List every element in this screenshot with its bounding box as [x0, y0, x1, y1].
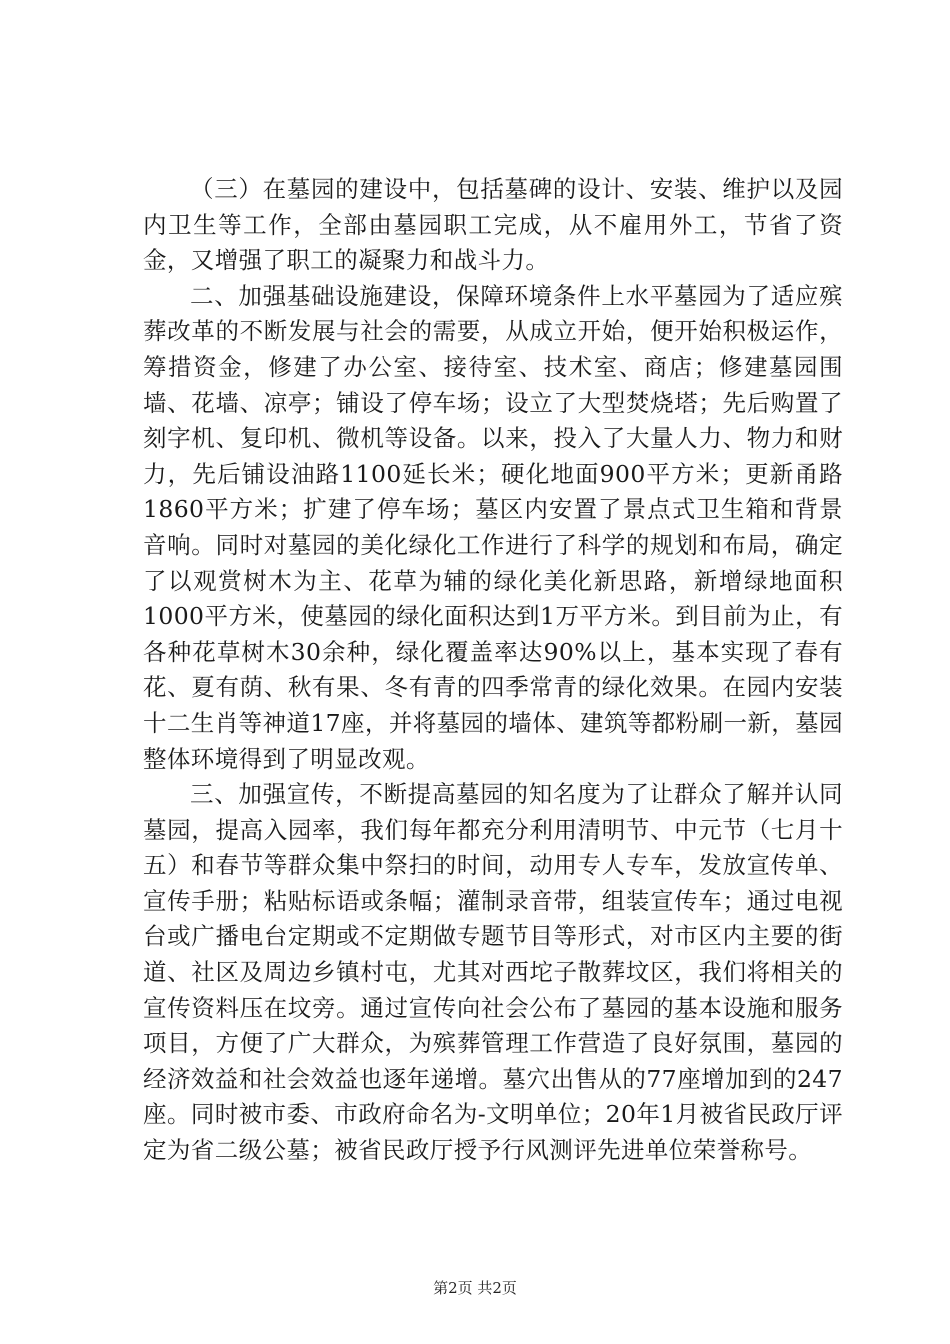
paragraph-infrastructure: 二、加强基础设施建设，保障环境条件上水平墓园为了适应殡葬改革的不断发展与社会的需要，从成立开始，便开始积极运作，筹措资金，修建了办公室、接待室、技术室、商店；修建墓园围墙、花墙、凉亭；铺设了停车场；设立了大型焚烧塔；先后购置了刻字机、复印机、微机等设备。以来，投入了大量人力、物力和财力，先后铺设油路1100延长米；硬化地面900平方米；更新甬路1860平方米；扩建了停车场；墓区内安置了景点式卫生箱和背景音响。同时对墓园的美化绿化工作进行了科学的规划和布局，确定了以观赏树木为主、花草为辅的绿化美化新思路，新增绿地面积1000平方米，使墓园的绿化面积达到1万平方米。到目前为止，有各种花草树木30余种，绿化覆盖率达90%以上，基本实现了春有花、夏有荫、秋有果、冬有青的四季常青的绿化效果。在园内安装十二生肖等神道17座，并将墓园的墙体、建筑等都粉刷一新，墓园整体环境得到了明显改观。: [143, 281, 843, 773]
paragraph-publicity: 三、加强宣传，不断提高墓园的知名度为了让群众了解并认同墓园，提高入园率，我们每年都充分利用清明节、中元节（七月十五）和春节等群众集中祭扫的时间，动用专人专车，发放宣传单、宣传手册；粘贴标语或条幅；灌制录音带，组装宣传车；通过电视台或广播电台定期或不定期做专题节目等形式，对市区内主要的街道、社区及周边乡镇村屯，尤其对西坨子散葬坟区，我们将相关的宣传资料压在坟旁。通过宣传向社会公布了墓园的基本设施和服务项目，方便了广大群众，为殡葬管理工作营造了良好氛围，墓园的经济效益和社会效益也逐年递增。墓穴出售从的77座增加到的247座。同时被市委、市政府命名为-文明单位；20年1月被省民政厅评定为省二级公墓；被省民政厅授予行风测评先进单位荣誉称号。: [143, 780, 843, 1165]
paragraph-section-3-construction: （三）在墓园的建设中，包括墓碑的设计、安装、维护以及园内卫生等工作，全部由墓园职工完成，从不雇用外工，节省了资金，又增强了职工的凝聚力和战斗力。: [143, 175, 843, 275]
document-body: [143, 172, 843, 1169]
page-number-footer: 第2页 共2页: [433, 1279, 517, 1297]
